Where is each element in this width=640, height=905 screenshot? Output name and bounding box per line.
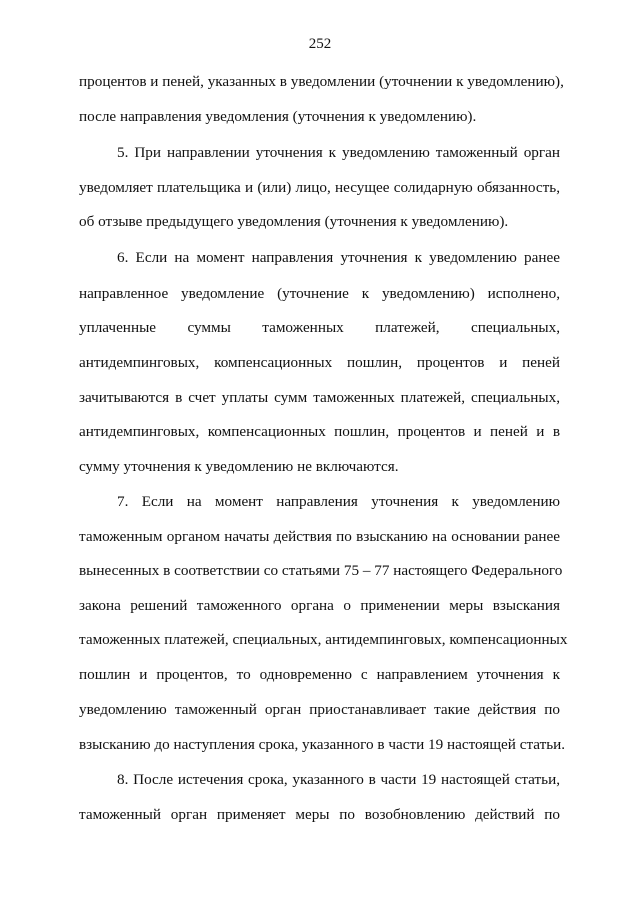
text-line: после направления уведомления (уточнения к уведомлению). [79,108,477,125]
text-line: таможенный орган применяет меры по возобновлению действий по [79,806,560,823]
paragraph-5-start: 5. При направлении уточнения к уведомлению таможенный орган [117,144,560,161]
text-line: процентов и пеней, указанных в уведомлении (уточнении к уведомлению), [79,73,564,90]
text-line: об отзыве предыдущего уведомления (уточнения к уведомлению). [79,213,509,230]
text-line: таможенных платежей, специальных, антидемпинговых, компенсационных [79,631,568,648]
text-line: таможенным органом начаты действия по взысканию на основании ранее [79,528,560,545]
text-line: взысканию до наступления срока, указанного в части 19 настоящей статьи. [79,736,566,753]
text-line: зачитываются в счет уплаты сумм таможенных платежей, специальных, [79,389,560,406]
text-line: уведомляет плательщика и (или) лицо, несущее солидарную обязанность, [79,179,560,196]
paragraph-7-start: 7. Если на момент направления уточнения к уведомлению [117,493,560,510]
paragraph-8-start: 8. После истечения срока, указанного в части 19 настоящей статьи, [117,771,560,788]
paragraph-6-start: 6. Если на момент направления уточнения к уведомлению ранее [117,249,560,266]
text-line: уведомлению таможенный орган приостанавливает такие действия по [79,701,560,718]
text-line: вынесенных в соответствии со статьями 75 – 77 настоящего Федерального [79,562,563,579]
text-line: уплаченные суммы таможенных платежей, специальных, [79,319,560,336]
text-line: закона решений таможенного органа о применении меры взыскания [79,597,560,614]
text-line: сумму уточнения к уведомлению не включаются. [79,458,399,475]
text-line: пошлин и процентов, то одновременно с направлением уточнения к [79,666,560,683]
text-line: антидемпинговых, компенсационных пошлин, процентов и пеней [79,354,560,371]
text-line: направленное уведомление (уточнение к уведомлению) исполнено, [79,285,560,302]
text-line: антидемпинговых, компенсационных пошлин, процентов и пеней и в [79,423,560,440]
page-number: 252 [308,36,332,52]
